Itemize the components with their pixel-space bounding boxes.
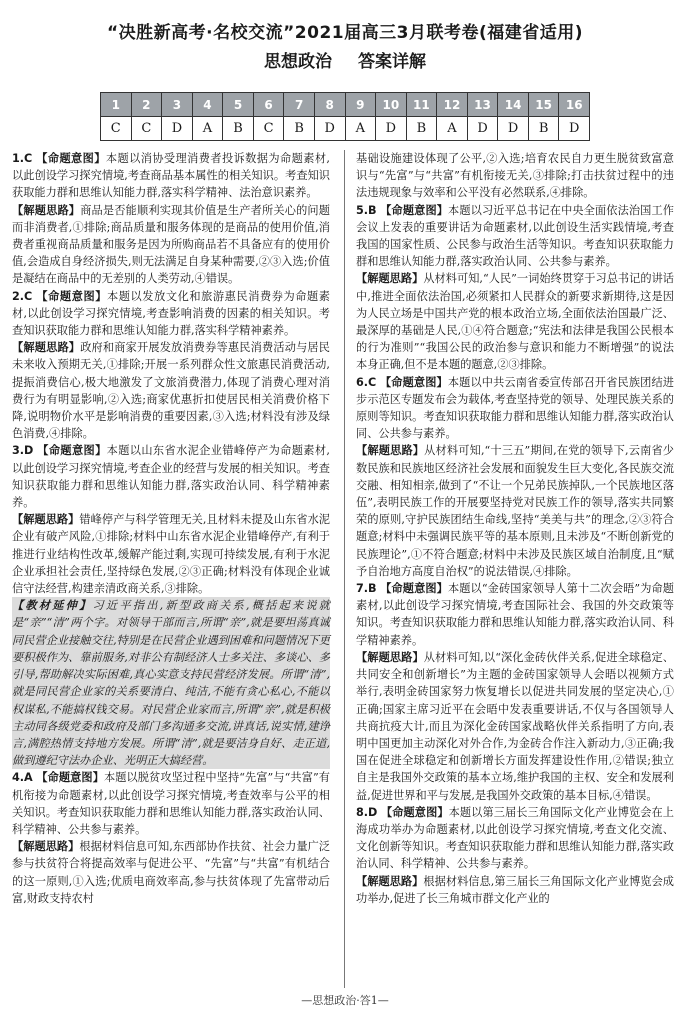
idea-label: 【解题思路】	[356, 650, 424, 664]
answer-key-cell: C	[253, 117, 284, 141]
question-number-cell: 2	[131, 93, 162, 117]
answer-key-table	[100, 92, 590, 141]
answer-key-cell: A	[437, 117, 468, 141]
subject-label: 思想政治	[264, 52, 333, 72]
answer-key-cell: D	[376, 117, 407, 141]
page-footer: —思想政治·答1—	[301, 994, 389, 1007]
intent-text: 本题以发放文化和旅游惠民消费券为命题素材,以此创设学习探究情境,考查影响消费的因素的相关知识。考查知识获取能力群和思维认知能力群,落实科学精神素养。	[12, 289, 330, 338]
page-title: “决胜新高考·名校交流”2021届高三3月联考卷(福建省适用)	[107, 23, 583, 43]
answer-item-6	[356, 374, 674, 580]
page-subtitle	[0, 47, 690, 72]
answer-key-cell: B	[284, 117, 315, 141]
question-number-cell: 12	[437, 93, 468, 117]
answer-item-5	[356, 202, 674, 374]
idea-text: 错峰停产与科学管理无关,且材料未提及山东省水泥企业有破产风险,①排除;材料中山东省水泥企业错峰停产,有利于推进行业结构性改革,缓解产能过剩,实现可持续发展,有利于水泥企业承担社会责任,坚持绿色发展,②③正确;材料没有体现企业诚信守法经营,构建亲清政商关系,③排除。	[12, 513, 330, 596]
question-number-cell: 11	[406, 93, 437, 117]
answer-key-cell: B	[406, 117, 437, 141]
idea-label: 【解题思路】	[12, 203, 81, 217]
right-column	[356, 150, 674, 907]
answer-key-cell: D	[162, 117, 193, 141]
question-number-cell: 9	[345, 93, 376, 117]
intent-label: 【命题意图】	[380, 582, 448, 596]
intent-label: 【命题意图】	[36, 289, 107, 303]
idea-label: 【解题思路】	[12, 513, 80, 527]
answer-key-cell: B	[223, 117, 254, 141]
idea-label: 【解题思路】	[12, 341, 81, 355]
question-number-cell: 10	[376, 93, 407, 117]
answer-key-cell: A	[345, 117, 376, 141]
question-number-cell: 14	[498, 93, 529, 117]
question-number-cell: 1	[101, 93, 132, 117]
item-head: 1.C	[12, 152, 33, 165]
idea-text: 商品是否能顺利实现其价值是生产者所关心的问题而非消费者,①排除;商品质量和服务体现的是商品的使用价值,消费者重视商品质量和服务是因为所购商品若不具备应有的使用价值,会造成自身经济损失,则无法满足自身某种需要,②③入选;价值是凝结在商品中的无差别的人类劳动,④错误。	[12, 203, 330, 286]
intent-label: 【命题意图】	[36, 771, 104, 785]
answer-item-4	[12, 769, 330, 907]
idea-text: 根据材料信息,第三届长三角国际文化产业博览会成功举办,促进了长三角城市群文化产业的	[356, 874, 674, 905]
answer-key-cell: B	[528, 117, 559, 141]
intent-label: 【命题意图】	[380, 203, 449, 217]
intent-text: 本题以脱贫攻坚过程中坚持“先富”与“共富”有机衔接为命题素材,以此创设学习探究情境,考查效率与公平的相关知识。考查知识获取能力群和思维认知能力群,落实政治认同、科学精神、公共参与素养。	[12, 771, 330, 836]
item-head: 6.C	[356, 375, 377, 389]
intent-label: 【命题意图】	[37, 444, 107, 458]
question-number-cell: 3	[162, 93, 193, 117]
answer-key-cell: D	[498, 117, 529, 141]
item-head: 4.A	[12, 771, 33, 785]
intent-label: 【命题意图】	[379, 375, 448, 389]
question-number-cell: 4	[192, 93, 223, 117]
question-number-cell: 16	[559, 93, 590, 117]
answer-key-cell: D	[559, 117, 590, 141]
intent-text: 本题以“金砖国家领导人第十二次会晤”为命题素材,以此创设学习探究情境,考查国际社会、我国的外交政策等知识。考查知识获取能力群和思维认知能力群,落实政治认同、科学精神素养。	[356, 582, 674, 647]
idea-label: 【解题思路】	[356, 444, 425, 458]
answer-item-8	[356, 804, 674, 907]
answer-key-cell: D	[467, 117, 498, 141]
column-divider	[344, 150, 345, 988]
item-head: 3.D	[12, 444, 34, 458]
intent-label: 【命题意图】	[36, 152, 106, 165]
doc-type-label: 答案详解	[357, 52, 426, 72]
answer-key-cell: C	[131, 117, 162, 141]
left-column	[12, 150, 330, 907]
answer-row	[101, 117, 590, 141]
answer-key-cell: A	[192, 117, 223, 141]
question-number-cell: 8	[314, 93, 345, 117]
idea-text: 从材料可知,“人民”一词始终贯穿于习总书记的讲话中,推进全面依法治国,必须紧扣人民群众的新要求新期待,这是因为人民立场是中国共产党的根本政治立场,全面依法治国最广泛、最深厚的基础是人民,①④符合题意;“宪法和法律是我国公民根本的行为准则”“我国公民的政治参与意识和能力不断增强”的说法本身正确,但不是本题的题意,②③排除。	[356, 272, 674, 372]
answer-key-cell: C	[101, 117, 132, 141]
question-number-cell: 5	[223, 93, 254, 117]
question-number-row	[101, 93, 590, 117]
question-number-cell: 13	[467, 93, 498, 117]
intent-text: 本题以第三届长三角国际文化产业博览会在上海成功举办为命题素材,以此创设学习探究情境,考查文化交流、文化创新等知识。考查知识获取能力群和思维认知能力群,落实政治认同、科学精神、公共参与素养。	[356, 805, 674, 871]
intent-label: 【命题意图】	[380, 805, 449, 819]
intent-text: 本题以中共云南省委宣传部召开省民族团结进步示范区专题发布会为载体,考查坚持党的领导、处理民族关系的原则等知识。考查知识获取能力群和思维认知能力群,落实政治认同、公共参与素养。	[356, 375, 674, 441]
answer-item-3	[12, 442, 330, 597]
intent-text: 本题以山东省水泥企业错峰停产为命题素材,以此创设学习探究情境,考查企业的经营与发展的相关知识。考查知识获取能力群和思维认知能力群,落实政治认同、科学精神素养。	[12, 444, 330, 510]
extension-label: 【教材延伸】	[12, 599, 93, 613]
idea-text: 从材料可知,以“深化金砖伙伴关系,促进全球稳定、共同安全和创新增长”为主题的金砖国家领导人会晤以视频方式举行,表明金砖国家努力恢复增长以促进共同发展的坚定决心,①正确;国家主席习近平在会晤中发表重要讲话,不仅与各国领导人共商抗疫大计,而且为深化金砖国家战略伙伴关系指明了方向,表明中国更加主动深化对外合作,为金砖合作注入新动力,③正确;我国在促进全球稳定和创新增长方面发挥建设性作用,②错误;独立自主是我国外交政策的基本立场,维护我国的主权、安全和发展利益,促进世界和平与发展,是我国外交政策的基本目标,④错误。	[356, 650, 674, 802]
idea-label: 【解题思路】	[356, 272, 424, 286]
textbook-extension	[12, 597, 330, 769]
idea-label: 【解题思路】	[12, 840, 80, 854]
question-number-cell: 6	[253, 93, 284, 117]
idea-text: 政府和商家开展发放消费券等惠民消费活动与居民未来收入预期无关,①排除;开展一系列群众性文旅惠民消费活动,提振消费信心,极大地激发了文旅消费潜力,体现了消费心理对消费行为有明显影响,②入选;商家优惠折扣使居民相关消费价格下降,说明物价水平是影响消费的重要因素,③入选;材料没有涉及绿色消费,④排除。	[12, 341, 330, 441]
intent-text: 本题以习近平总书记在中央全面依法治国工作会议上发表的重要讲话为命题素材,以此创设生活实践情境,考查我国的国家性质、公民参与政治生活等知识。考查知识获取能力群和思维认知能力群,落实政治认同、公共参与素养。	[356, 203, 674, 269]
item-head: 2.C	[12, 289, 33, 303]
answer-item-1	[12, 150, 330, 288]
idea-text: 根据材料信息可知,东西部协作扶贫、社会力量广泛参与扶贫符合将提高效率与促进公平、“先富”与“共富”有机结合的这一原则,①入选;优质电商效率高,参与扶贫体现了先富带动后富,财政支持农村	[12, 840, 330, 905]
item-head: 5.B	[356, 203, 377, 217]
continued-text: 基础设施建设体现了公平,②入选;培育农民自力更生脱贫致富意识与“先富”与“共富”有机衔接无关,③排除;打击扶贫过程中的违法违规现象与效率和公平没有必然联系,④排除。	[356, 152, 674, 200]
intent-text: 本题以消协受理消费者投诉数据为命题素材,以此创设学习探究情境,考查商品基本属性的相关知识。考查知识获取能力群和思维认知能力群,落实科学精神、法治意识素养。	[12, 152, 330, 200]
answer-key-cell: D	[314, 117, 345, 141]
idea-text: 从材料可知,“十三五”期间,在党的领导下,云南省少数民族和民族地区经济社会发展和面貌发生巨大变化,各民族交流交融、相知相亲,做到了“不让一个兄弟民族掉队,一个民族地区落伍”,表明民族工作的开展要坚持党对民族工作的领导,落实共同繁荣的原则,守护民族团结生命线,坚持“美美与共”的理念,②③符合题意;材料中未强调民族平等的基本原则,且未涉及“不断创新党的民族理论”,①不符合题意;材料中未涉及民族区域自治制度,且“赋予自治地方高度自治权”的说法错误,④排除。	[356, 444, 674, 578]
idea-label: 【解题思路】	[356, 874, 424, 888]
answer-item-7	[356, 580, 674, 804]
question-number-cell: 7	[284, 93, 315, 117]
item-head: 8.D	[356, 805, 378, 819]
item-head: 7.B	[356, 582, 377, 596]
extension-text: 习近平指出,新型政商关系,概括起来说就是“亲”“清”两个字。对领导干部而言,所谓“亲”,就是要坦荡真诚同民营企业接触交往,特别是在民营企业遇到困难和问题情况下更要积极作为、靠前服务,对非公有制经济人士多关注、多谈心、多引导,帮助解决实际困难,真心实意支持民营经济发展。所谓“清”,就是同民营企业家的关系要清白、纯洁,不能有贪心私心,不能以权谋私,不能搞权钱交易。对民营企业家而言,所谓“亲”,就是积极主动同各级党委和政府及部门多沟通多交流,讲真话,说实情,建诤言,满腔热情支持地方发展。所谓“清”,就是要洁身自好、走正道,做到遵纪守法办企业、光明正大搞经营。	[12, 599, 330, 768]
answer-item-2	[12, 288, 330, 443]
question-number-cell: 15	[528, 93, 559, 117]
